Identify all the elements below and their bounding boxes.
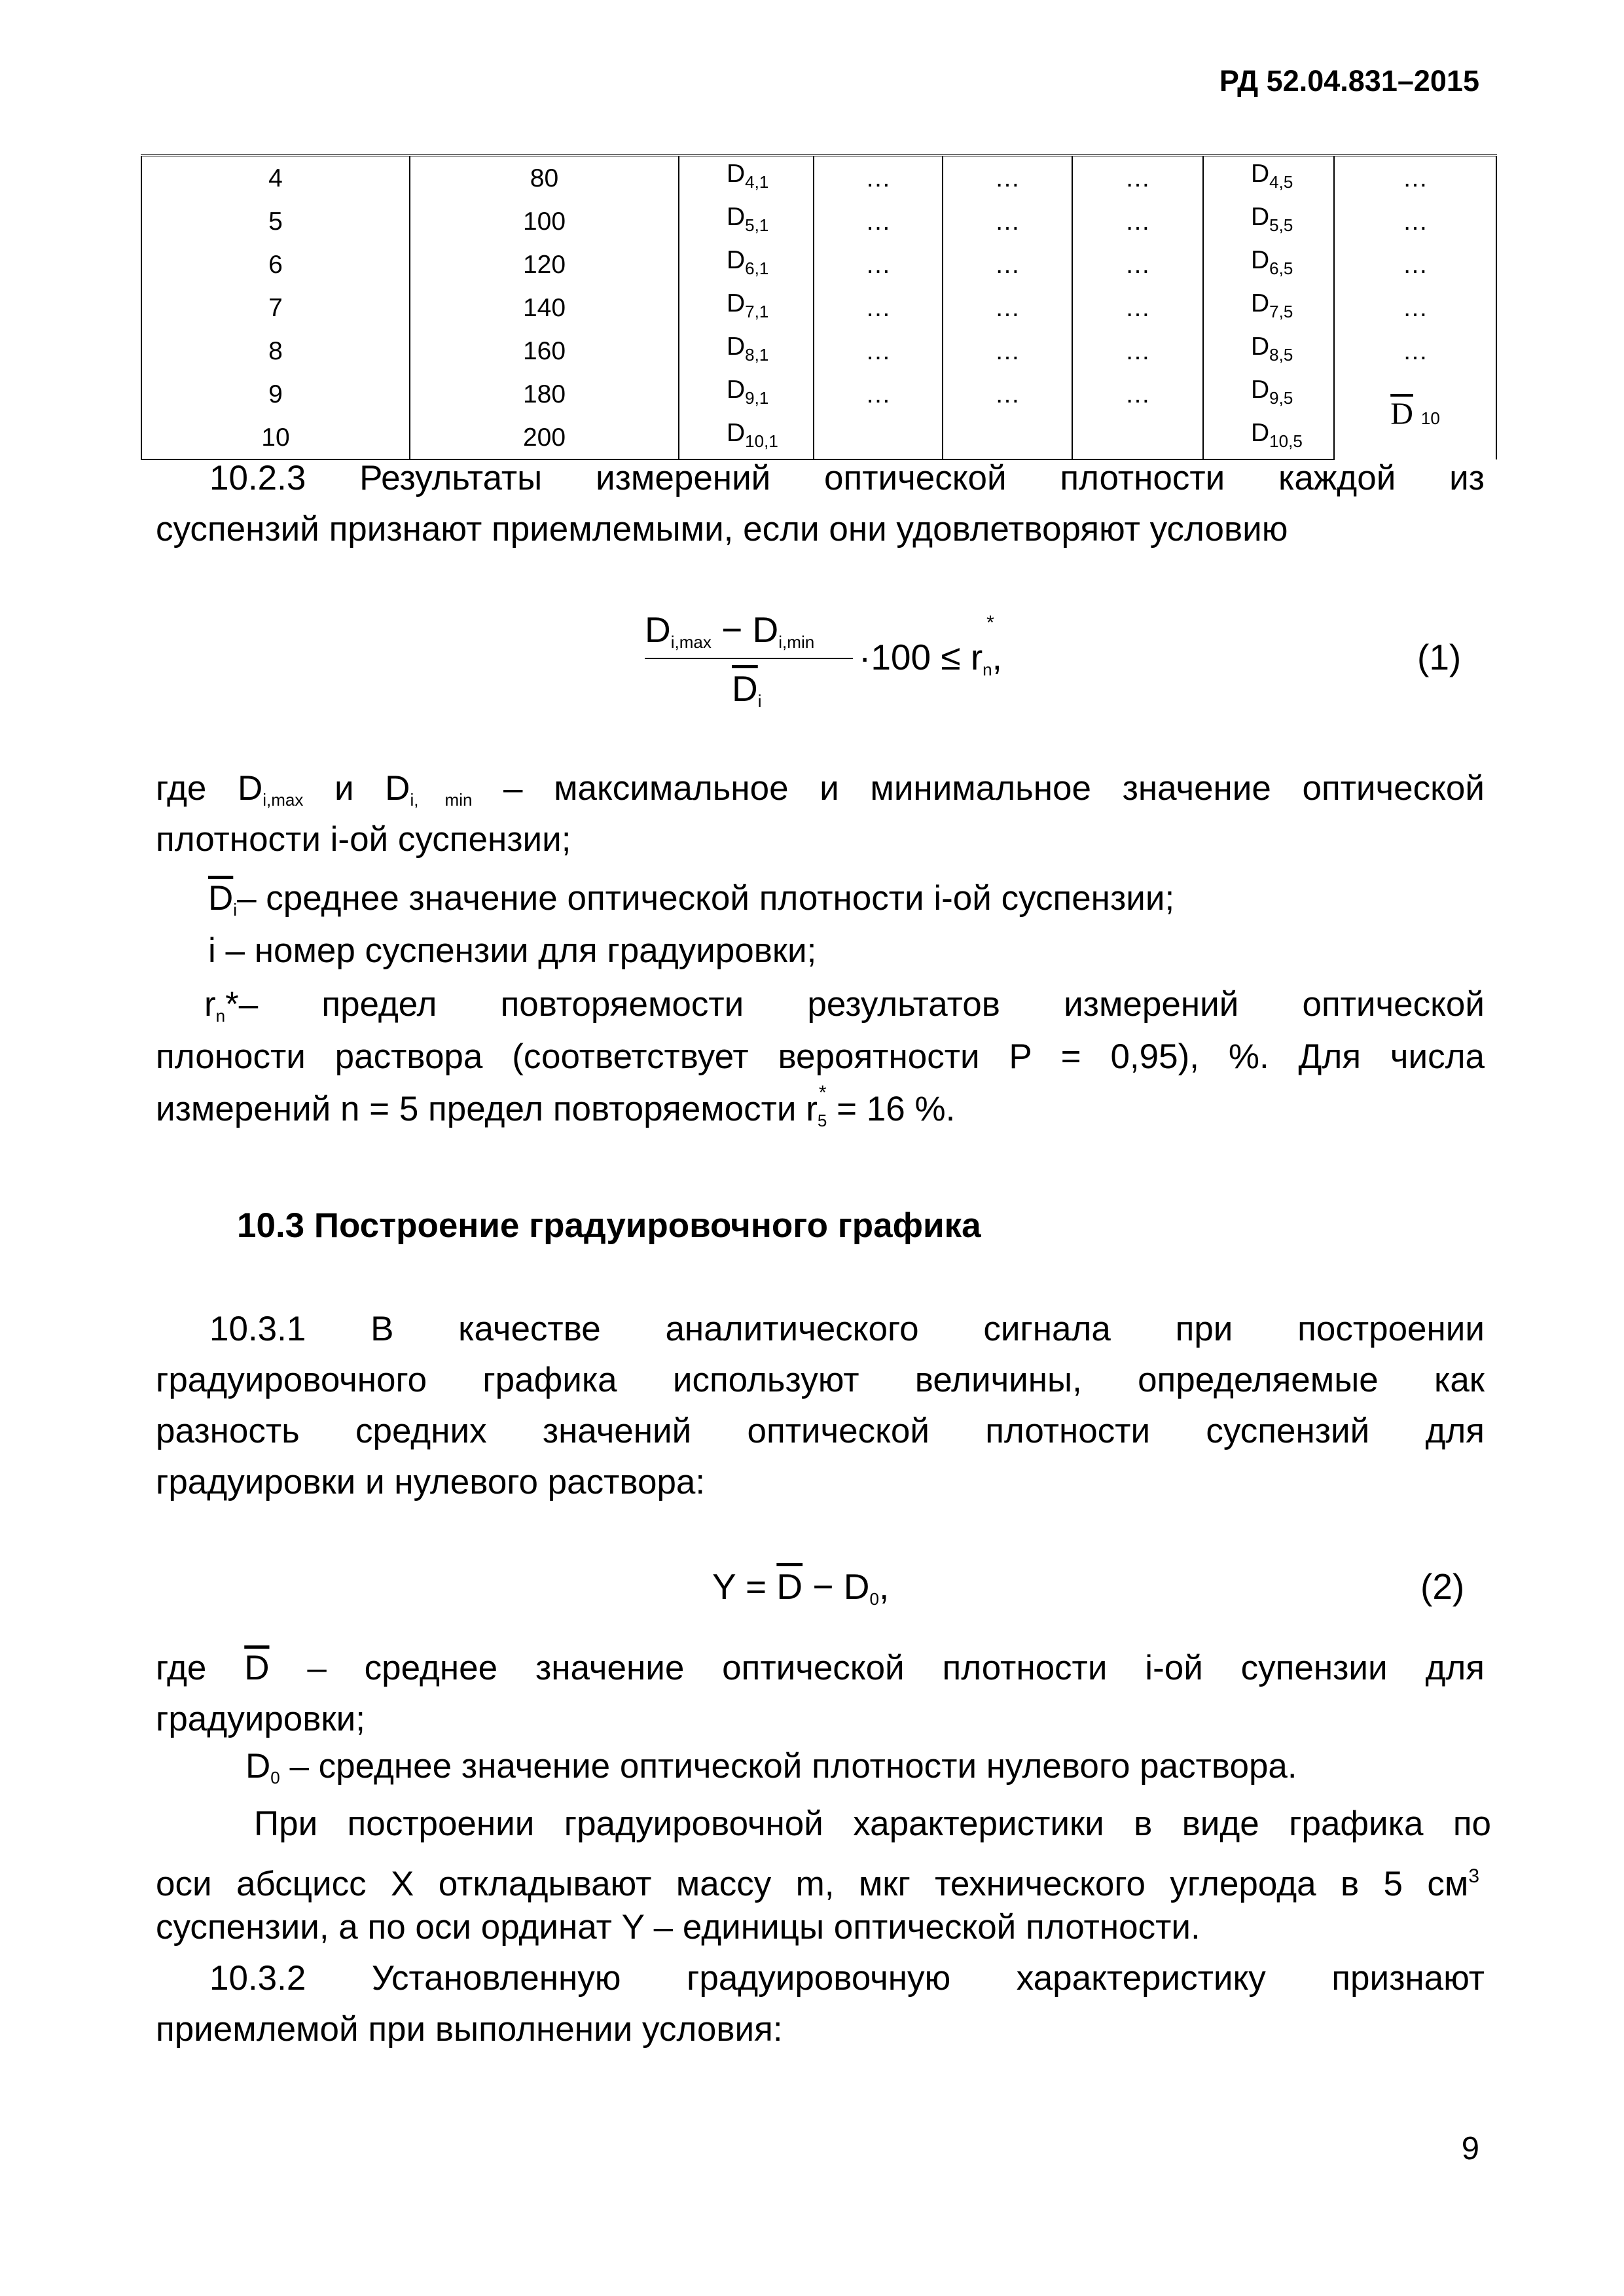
table-cell: 120: [410, 243, 679, 286]
table-cell: …: [1334, 156, 1496, 200]
where1-line7: измерений n = 5 предел повторяемости r * $_5$ = 16 %.: [156, 1082, 956, 1130]
table-cell: 180: [410, 372, 679, 416]
p1032-line1: 10.3.2 Установленную градуировочную характеристику признают: [209, 1959, 1485, 1998]
table-cell: $D_{5,5}$: [1203, 200, 1334, 243]
data-table: [141, 154, 1497, 460]
table-cell: 4: [141, 156, 410, 200]
section-10-3-title: 10.3 Построение градуировочного графика: [237, 1206, 981, 1245]
fraction-bar: [645, 658, 853, 659]
table-cell: 7: [141, 286, 410, 329]
paragraph-10-2-3-line2: суспензий признают приемлемыми, если они удовлетворяют условию: [156, 510, 1288, 548]
paragraph-10-2-3: [156, 453, 1485, 504]
table-cell: …: [943, 329, 1072, 372]
table-cell: …: [1072, 200, 1203, 243]
table-cell: $D_{6,1}$: [679, 243, 814, 286]
where1-line1: где $D_{i,max}$ и $D_{i, min}$ – максимальное и минимальное значение оптической: [156, 769, 1485, 810]
table-cell: …: [814, 200, 943, 243]
where1-line4: i – номер суспензии для градуировки;: [208, 931, 817, 970]
table-row: [141, 243, 1496, 286]
table-cell: …: [814, 372, 943, 416]
table-cell: $D_{8,5}$: [1203, 329, 1334, 372]
table-cell: …: [1334, 200, 1496, 243]
table-cell: …: [814, 156, 943, 200]
table-cell: 6: [141, 243, 410, 286]
table-cell: 10: [141, 416, 410, 459]
table-cell: $\overline{D}$ 10: [1334, 372, 1496, 459]
table-cell: …: [814, 243, 943, 286]
formula-2: $Y = \overline{D} - D_0$,: [712, 1566, 890, 1609]
p1031-line4: градуировки и нулевого раствора:: [156, 1463, 706, 1501]
where2-line6: суспензии, а по оси ординат Y – единицы оптической плотности.: [156, 1908, 1200, 1946]
formula-2-number: (2): [1420, 1566, 1465, 1607]
page-number: 9: [1461, 2131, 1479, 2166]
table-row: [141, 372, 1496, 416]
table-row: [141, 329, 1496, 372]
table-cell: $D_{8,1}$: [679, 329, 814, 372]
table-cell: 9: [141, 372, 410, 416]
table-cell: …: [1334, 243, 1496, 286]
table-cell: 8: [141, 329, 410, 372]
table-cell: 200: [410, 416, 679, 459]
table-cell: …: [1334, 329, 1496, 372]
document-code: РД 52.04.831–2015: [1219, 64, 1479, 98]
table-cell: …: [1072, 156, 1203, 200]
table-cell: …: [943, 372, 1072, 416]
table-cell: …: [943, 156, 1072, 200]
table-cell: …: [814, 329, 943, 372]
table-cell: …: [814, 286, 943, 329]
table-cell: $D_{4,1}$: [679, 156, 814, 200]
where2-line3: $D_0$ – среднее значение оптической плотности нулевого раствора.: [245, 1747, 1297, 1787]
table-cell: 140: [410, 286, 679, 329]
table-cell: …: [1072, 329, 1203, 372]
table-cell: $D_{10,5}$: [1203, 416, 1334, 459]
formula-1-numerator: $D_{i,max} - D_{i,min}$: [645, 609, 815, 652]
table-cell: 100: [410, 200, 679, 243]
p1031-line3: разность средних значений оптической плотности суспензий для: [156, 1412, 1485, 1450]
where1-line5: $r_n*-$ предел повторяемости результатов измерений оптической: [204, 985, 1485, 1026]
table-cell: …: [943, 243, 1072, 286]
where2-line4: При построении градуировочной характеристики в виде графика по: [254, 1804, 1491, 1843]
p1031-line2: градуировочного графика используют величины, определяемые как: [156, 1361, 1485, 1399]
table-row: [141, 200, 1496, 243]
formula-1-rhs: ·100 ≤ r * $_n$,: [859, 612, 1002, 679]
table-cell: …: [1072, 286, 1203, 329]
mean-d10: $\overline{D}$: [1390, 396, 1413, 431]
where2-line2: градуировки;: [156, 1700, 365, 1738]
p1031-line1: 10.3.1 В качестве аналитического сигнала при построении: [209, 1310, 1485, 1348]
table-cell: …: [1334, 286, 1496, 329]
table-row: [141, 286, 1496, 329]
table-cell: 80: [410, 156, 679, 200]
formula-1-denominator: $\overline{D}_i$: [732, 668, 762, 711]
where1-line2: плотности i-ой суспензии;: [156, 820, 571, 859]
table-cell: 5: [141, 200, 410, 243]
table-cell: $D_{4,5}$: [1203, 156, 1334, 200]
table-cell: $D_{7,5}$: [1203, 286, 1334, 329]
table-cell: $D_{6,5}$: [1203, 243, 1334, 286]
table-cell: …: [1072, 372, 1203, 416]
p1032-line2: приемлемой при выполнении условия:: [156, 2010, 783, 2049]
table-cell: …: [1072, 243, 1203, 286]
table-cell: $D_{7,1}$: [679, 286, 814, 329]
table-cell: $D_{9,1}$: [679, 372, 814, 416]
p1023-line1: 10.2.3 Результаты измерений оптической плотности каждой из: [209, 459, 1485, 497]
table-cell: $D_{9,5}$: [1203, 372, 1334, 416]
where2-line1: где $\overline{D}$ – среднее значение оптической плотности i-ой супензии для: [156, 1649, 1485, 1687]
formula-1-number: (1): [1417, 637, 1462, 677]
where1-line6: плоности раствора (соответствует вероятности P = 0,95), %. Для числа: [156, 1037, 1485, 1076]
table-cell: 160: [410, 329, 679, 372]
where2-line5: оси абсцисс X откладывают массу m, мкг технического углерода в 5 $см^3$: [156, 1865, 1479, 1903]
table-cell: …: [943, 200, 1072, 243]
table-cell: $D_{5,1}$: [679, 200, 814, 243]
table-row: [141, 156, 1496, 200]
table-cell: $D_{10,1}$: [679, 416, 814, 459]
where1-line3: $\overline{D}_i-$ среднее значение оптической плотности i-ой суспензии;: [208, 879, 1175, 920]
table-cell: …: [943, 286, 1072, 329]
